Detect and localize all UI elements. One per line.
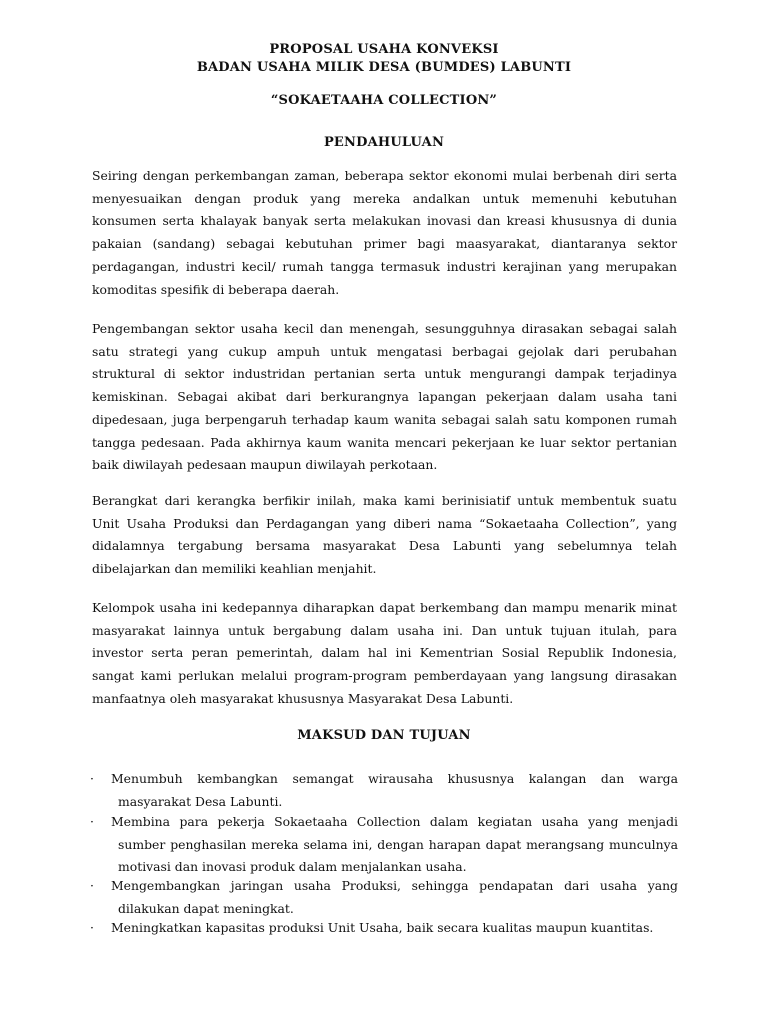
goal-item-text: Membina para pekerja Sokaetaaha Collection dalam kegiatan usaha yang menjadi sumber penghasilan mereka selama ini, dengan harapan dapat merangsang munculnya motivasi dan inovasi produk dalam menjalankan usaha. xyxy=(111,814,678,875)
section-heading-introduction: PENDAHULUAN xyxy=(323,135,445,150)
organization-title: BADAN USAHA MILIK DESA (BUMDES) LABUNTI xyxy=(196,60,572,75)
goal-item xyxy=(90,811,678,879)
goal-item xyxy=(90,917,678,940)
section-heading-goals: MAKSUD DAN TUJUAN xyxy=(297,728,471,743)
proposal-title: PROPOSAL USAHA KONVEKSI xyxy=(269,42,499,57)
intro-paragraph-4: Kelompok usaha ini kedepannya diharapkan dapat berkembang dan mampu menarik minat masyarakat lainnya untuk bergabung dalam usaha ini. Dan untuk tujuan itulah, para investor serta peran pemerintah, dalam hal ini Kementrian Sosial Republik Indonesia, sangat kami perlukan melalui program-program pemberdayaan yang langsung dirasakan manfaatnya oleh masyarakat khususnya Masyarakat Desa Labunti. xyxy=(92,600,677,706)
goal-item xyxy=(90,875,678,920)
goal-item xyxy=(90,768,678,813)
collection-title: “SOKAETAAHA COLLECTION” xyxy=(270,93,498,108)
goal-item-text: Meningkatkan kapasitas produksi Unit Usaha, baik secara kualitas maupun kuantitas. xyxy=(111,920,654,935)
intro-paragraph-3: Berangkat dari kerangka berfikir inilah, maka kami berinisiatif untuk membentuk suatu Unit Usaha Produksi dan Perdagangan yang diberi nama “Sokaetaaha Collection”, yang didalamnya tergabung bersama masyarakat Desa Labunti yang sebelumnya telah dibelajarkan dan memiliki keahlian menjahit. xyxy=(92,493,677,577)
goal-item-text: Mengembangkan jaringan usaha Produksi, sehingga pendapatan dari usaha yang dilakukan dapat meningkat. xyxy=(111,878,678,916)
bullet-marker: · xyxy=(90,878,94,893)
goal-item-text: Menumbuh kembangkan semangat wirausaha khususnya kalangan dan warga masyarakat Desa Labunti. xyxy=(111,771,678,809)
bullet-marker: · xyxy=(90,920,94,935)
bullet-marker: · xyxy=(90,771,94,786)
intro-paragraph-1: Seiring dengan perkembangan zaman, beberapa sektor ekonomi mulai berbenah diri serta menyesuaikan dengan produk yang mereka andalkan untuk memenuhi kebutuhan konsumen serta khalayak banyak serta melakukan inovasi dan kreasi khususnya di dunia pakaian (sandang) sebagai kebutuhan primer bagi maasyarakat, diantaranya sektor perdagangan, industri kecil/ rumah tangga termasuk industri kerajinan yang merupakan komoditas spesifik di beberapa daerah. xyxy=(92,168,677,297)
bullet-marker: · xyxy=(90,814,94,829)
intro-paragraph-2: Pengembangan sektor usaha kecil dan menengah, sesungguhnya dirasakan sebagai salah satu strategi yang cukup ampuh untuk mengatasi berbagai gejolak dari perubahan struktural di sektor industridan pertanian serta untuk mengurangi dampak terjadinya kemiskinan. Sebagai akibat dari berkurangnya lapangan pekerjaan dalam usaha tani dipedesaan, juga berpengaruh terhadap kaum wanita sebagai salah satu komponen rumah tangga pedesaan. Pada akhirnya kaum wanita mencari pekerjaan ke luar sektor pertanian baik diwilayah pedesaan maupun diwilayah perkotaan. xyxy=(92,321,677,473)
